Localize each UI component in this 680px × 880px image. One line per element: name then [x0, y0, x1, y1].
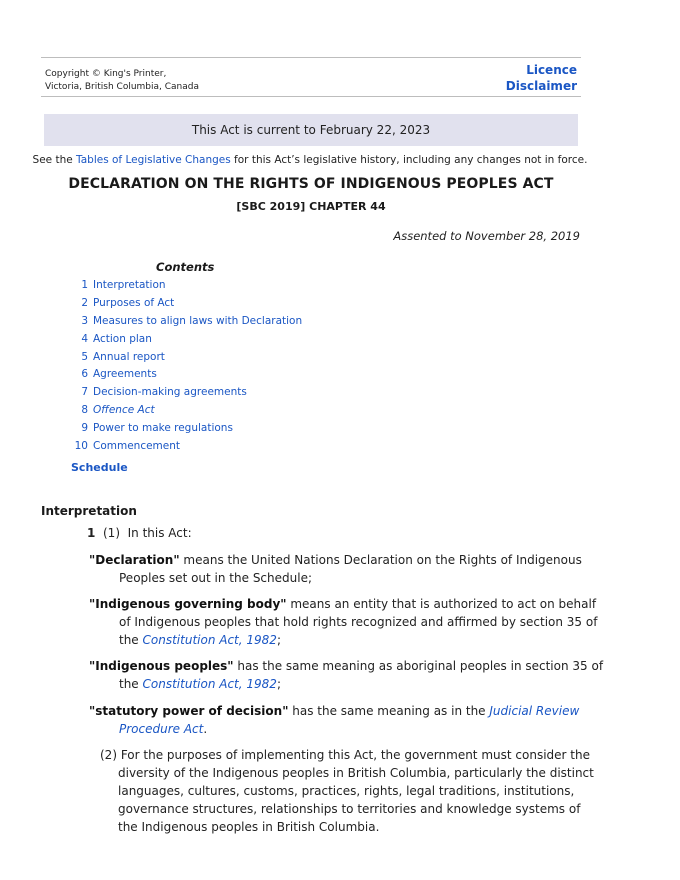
- toc-item[interactable]: [70, 295, 302, 313]
- note-prefix: See the: [32, 154, 77, 166]
- header-top-rule: [41, 57, 581, 58]
- toc-item-number: 7: [81, 386, 88, 399]
- table-of-contents: [70, 277, 302, 456]
- legislative-changes-note: [0, 154, 620, 166]
- constitution-act-link[interactable]: Constitution Act, 1982: [142, 677, 277, 691]
- definition-punct: ;: [276, 677, 281, 691]
- section-number: 1: [87, 526, 96, 540]
- definition-term: "Declaration": [89, 553, 180, 567]
- chapter-citation: [SBC 2019] CHAPTER 44: [236, 200, 386, 213]
- toc-item-number: 10: [74, 440, 88, 453]
- toc-item-number: 3: [81, 314, 88, 327]
- act-title: DECLARATION ON THE RIGHTS OF INDIGENOUS PEOPLES ACT: [68, 176, 554, 192]
- definition-indigenous-peoples: [89, 657, 609, 693]
- contents-title: Contents: [156, 260, 215, 274]
- toc-item-link[interactable]: Decision-making agreements: [93, 386, 247, 399]
- header-links: [506, 62, 577, 94]
- definition-text: means the United Nations Declaration on the Rights of Indigenous Peoples set out in the Schedule;: [119, 553, 582, 585]
- currency-notice: This Act is current to February 22, 2023: [44, 114, 578, 146]
- toc-item[interactable]: [70, 366, 302, 384]
- constitution-act-link[interactable]: Constitution Act, 1982: [142, 633, 277, 647]
- toc-item[interactable]: [70, 331, 302, 349]
- section-heading: Interpretation: [41, 504, 137, 518]
- copyright-line-1: Copyright © King's Printer,: [45, 69, 167, 79]
- judicial-review-procedure-act-link[interactable]: Judicial Review Procedure Act: [119, 704, 580, 736]
- definition-text: means an entity that is authorized to act on behalf of Indigenous peoples that hold rights recognized and affirmed by section 35 of the: [119, 597, 598, 647]
- toc-item[interactable]: [70, 384, 302, 402]
- subsection-text: In this Act:: [127, 526, 192, 540]
- definition-term: "Indigenous governing body": [89, 597, 287, 611]
- toc-item-number: 2: [81, 296, 88, 309]
- toc-item[interactable]: [70, 402, 302, 420]
- toc-item[interactable]: [70, 438, 302, 456]
- definition-punct: .: [203, 722, 208, 736]
- copyright-line-2: Victoria, British Columbia, Canada: [45, 82, 199, 92]
- toc-item-link[interactable]: Action plan: [93, 332, 152, 345]
- toc-item[interactable]: [70, 313, 302, 331]
- definition-term: "statutory power of decision": [89, 704, 289, 718]
- toc-item-link[interactable]: Purposes of Act: [93, 296, 175, 309]
- toc-item[interactable]: [70, 277, 302, 295]
- toc-item-link[interactable]: Power to make regulations: [93, 422, 233, 435]
- definition-indigenous-governing-body: [89, 595, 609, 649]
- toc-item-link[interactable]: Annual report: [93, 350, 165, 363]
- toc-item-link[interactable]: Agreements: [93, 368, 157, 381]
- definition-term: "Indigenous peoples": [89, 659, 234, 673]
- note-suffix: for this Act’s legislative history, including any changes not in force.: [230, 154, 588, 166]
- toc-item-number: 1: [81, 279, 88, 291]
- definition-text: has the same meaning as aboriginal peoples in section 35 of the: [119, 659, 604, 691]
- toc-item-link[interactable]: Interpretation: [93, 279, 166, 291]
- toc-item-number: 5: [81, 350, 88, 363]
- header-bottom-rule: [41, 96, 581, 97]
- definition-text: has the same meaning as in the: [288, 704, 490, 718]
- toc-item-link[interactable]: Commencement: [93, 440, 181, 453]
- toc-item-number: 8: [81, 404, 88, 417]
- subsection-number: (1): [103, 526, 120, 540]
- section-1-subsection-2: [100, 746, 596, 836]
- toc-item-link[interactable]: Measures to align laws with Declaration: [93, 314, 303, 327]
- assent-date: Assented to November 28, 2019: [393, 229, 580, 243]
- definition-declaration: [89, 551, 609, 587]
- toc-item[interactable]: [70, 420, 302, 438]
- toc-schedule-link[interactable]: Schedule: [71, 461, 128, 474]
- section-1-subsection-1: [87, 524, 192, 542]
- definition-statutory-power-of-decision: [89, 702, 609, 738]
- toc-item[interactable]: [70, 349, 302, 367]
- disclaimer-link[interactable]: Disclaimer: [505, 79, 577, 93]
- toc-item-number: 6: [81, 368, 88, 381]
- subsection-number: (2): [100, 748, 117, 762]
- licence-link[interactable]: Licence: [526, 63, 577, 77]
- definition-punct: ;: [276, 633, 281, 647]
- toc-item-link[interactable]: Offence Act: [93, 404, 155, 417]
- subsection-text: For the purposes of implementing this Act, the government must consider the diversity of the Indigenous peoples in British Columbia, particularly the distinct languages, cultures, customs, practices, rights, legal traditions, institutions, governance structures, relationships to territories and knowledge systems of the Indigenous peoples in British Columbia.: [118, 748, 594, 834]
- toc-item-number: 4: [81, 332, 88, 345]
- copyright-notice: [45, 68, 199, 94]
- toc-item-number: 9: [81, 422, 88, 435]
- tables-of-legislative-changes-link[interactable]: Tables of Legislative Changes: [76, 154, 231, 166]
